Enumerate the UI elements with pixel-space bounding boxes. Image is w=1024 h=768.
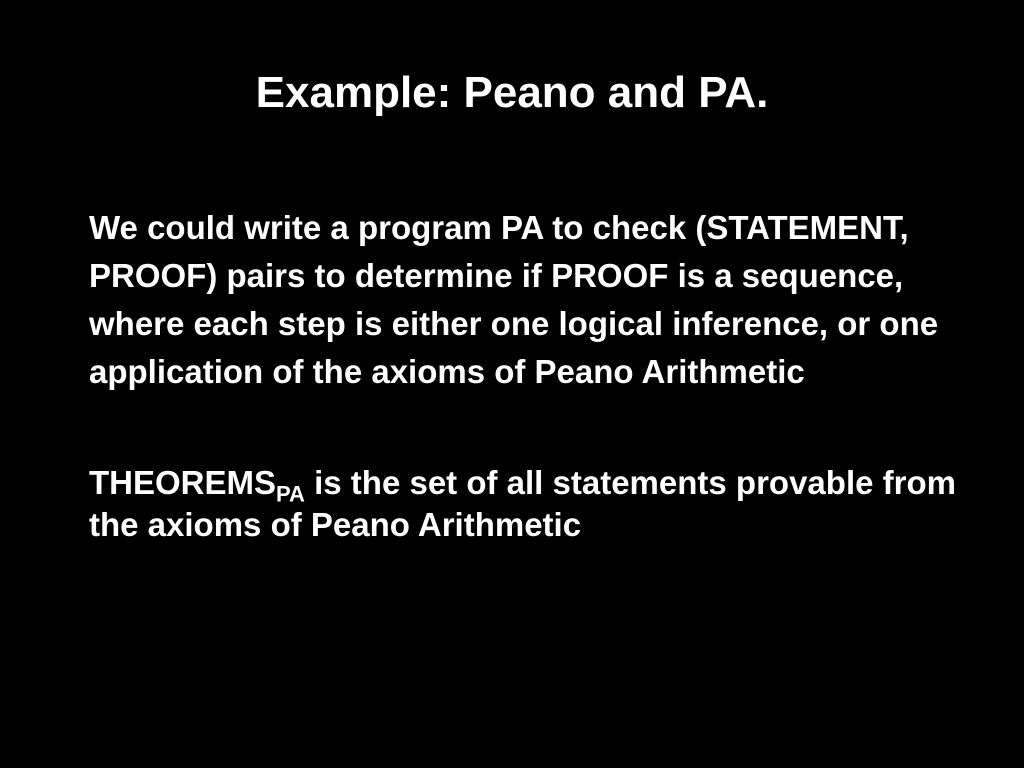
theorems-term: THEOREMS [89,464,277,501]
slide-body [89,204,969,546]
paragraph-theorems-pa [89,462,969,546]
paragraph-program-pa: We could write a program PA to check (STATEMENT, PROOF) pairs to determine if PROOF is a sequence, where each step is either one logical inference, or one application of the axioms of Peano Arithmetic [89,209,939,390]
theorems-subscript: PA [276,481,305,507]
theorems-definition: is the set of all statements provable from the axioms of Peano Arithmetic [89,464,956,543]
slide-title: Example: Peano and PA. [255,68,769,117]
